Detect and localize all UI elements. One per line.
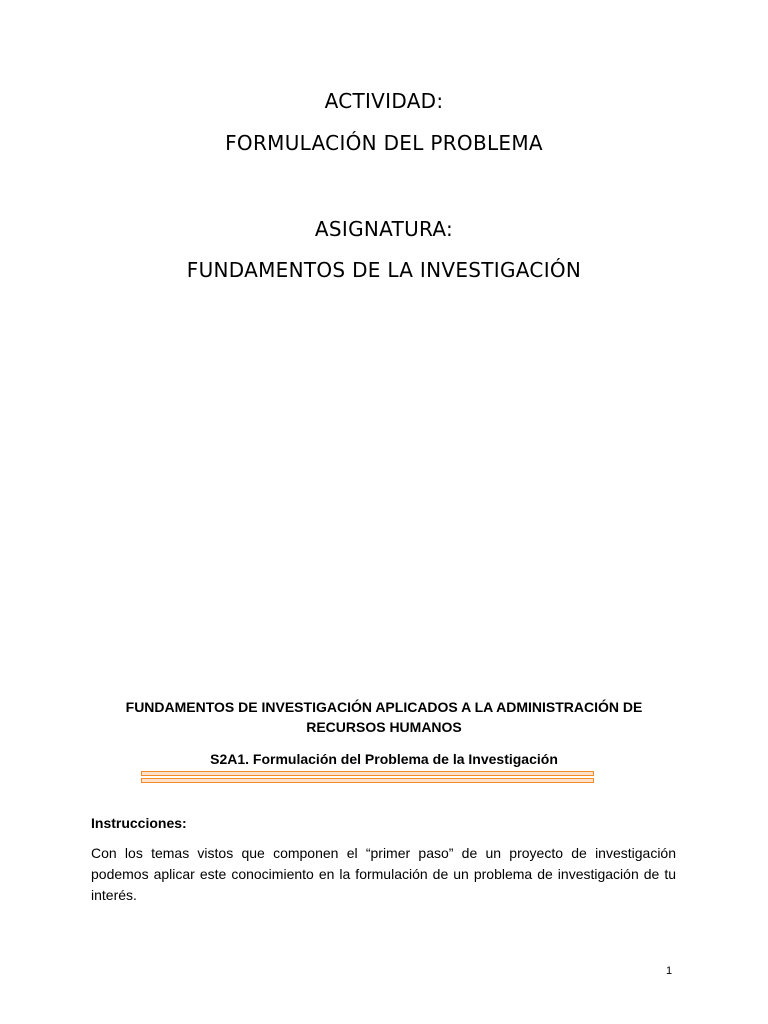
decorative-divider-top [141,771,594,776]
instructions-heading: Instrucciones: [91,815,187,831]
activity-label: ACTIVIDAD: [324,89,444,113]
subject-name: FUNDAMENTOS DE LA INVESTIGACIÓN [186,258,582,282]
decorative-divider-bottom [141,778,594,783]
subject-label: ASIGNATURA: [314,217,454,241]
course-title: FUNDAMENTOS DE INVESTIGACIÓN APLICADOS A LA ADMINISTRACIÓN DE RECURSOS HUMANOS [125,699,643,735]
page-number: 1 [666,965,673,977]
activity-name: FORMULACIÓN DEL PROBLEMA [225,131,543,155]
instructions-paragraph: Con los temas vistos que componen el “primer paso” de un proyecto de investigación podemos aplicar este conocimiento en la formulación de un problema de investigación de tu interés. [91,845,676,903]
activity-title: S2A1. Formulación del Problema de la Investigación [210,751,558,767]
